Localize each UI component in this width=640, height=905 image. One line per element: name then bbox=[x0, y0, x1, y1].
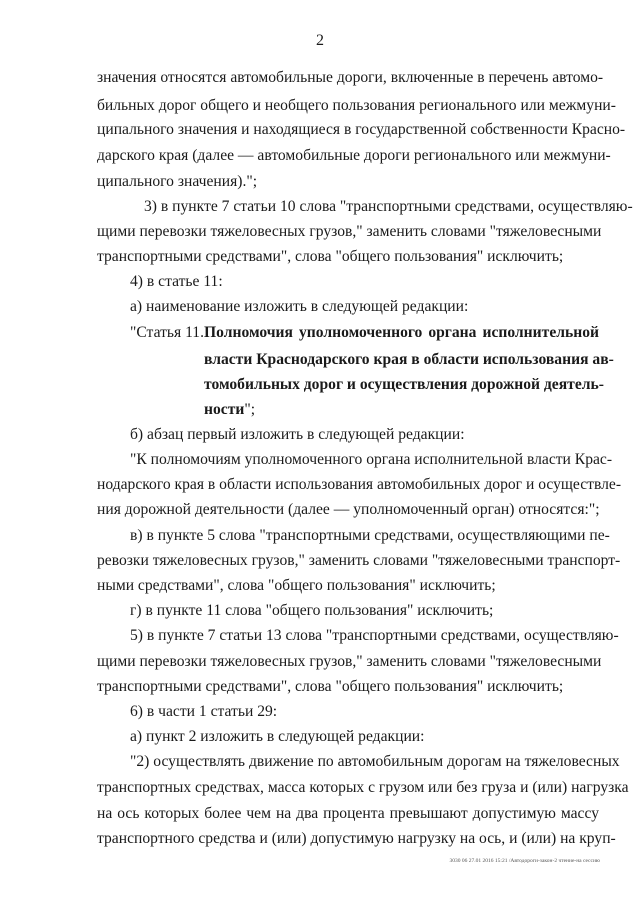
text-line: ципального значения)."; bbox=[97, 173, 258, 190]
text-line: ными средствами", слова "общего пользования" исключить; bbox=[97, 577, 496, 594]
text-line: "2) осуществлять движение по автомобильным дорогам на тяжеловесных bbox=[130, 753, 620, 770]
article-heading: власти Краснодарского края в области использования ав- bbox=[204, 351, 614, 368]
text-line: а) наименование изложить в следующей редакции: bbox=[130, 298, 469, 315]
article-heading: томобильных дорог и осуществления дорожной деятель- bbox=[204, 376, 604, 393]
text-line: б) абзац первый изложить в следующей редакции: bbox=[130, 426, 465, 443]
text-line: транспортного средства и (или) допустимую нагрузку на ось, и (или) на круп- bbox=[97, 830, 616, 847]
text-line: г) в пункте 11 слова "общего пользования" исключить; bbox=[130, 602, 494, 619]
page-number: 2 bbox=[316, 32, 324, 49]
text-line: 3) в пункте 7 статьи 10 слова "транспортными средствами, осуществляю- bbox=[144, 198, 633, 215]
text-line: "К полномочиям уполномоченного органа исполнительной власти Крас- bbox=[130, 451, 613, 468]
text-line: ния дорожной деятельности (далее — уполномоченный орган) относятся:"; bbox=[97, 501, 600, 518]
text-line: "; bbox=[244, 401, 256, 418]
text-line: 4) в статье 11: bbox=[130, 273, 223, 290]
text-line: транспортных средствах, масса которых с грузом или без груза и (или) нагрузка bbox=[97, 779, 629, 796]
article-label: "Статья 11. bbox=[130, 324, 204, 341]
footer-file-path: 3030 06 27.01 2016 15:21 /Автодороги-закон-2 чтение-на сессию bbox=[449, 858, 600, 864]
text-line: 5) в пункте 7 статьи 13 слова "транспортными средствами, осуществляю- bbox=[130, 627, 619, 644]
text-line: ципального значения и находящиеся в государственной собственности Красно- bbox=[97, 121, 626, 138]
text-line: ревозки тяжеловесных грузов," заменить словами "тяжеловесными транспорт- bbox=[97, 552, 621, 569]
article-heading: ности bbox=[204, 401, 245, 418]
text-line: на ось которых более чем на два процента превышают допустимую массу bbox=[97, 805, 599, 822]
text-line: щими перевозки тяжеловесных грузов," заменить словами "тяжеловесными bbox=[97, 653, 602, 670]
text-line: значения относятся автомобильные дороги, включенные в перечень автомо- bbox=[97, 69, 604, 86]
text-line: транспортными средствами", слова "общего пользования" исключить; bbox=[97, 248, 564, 265]
text-line: а) пункт 2 изложить в следующей редакции: bbox=[130, 728, 425, 745]
article-heading: Полномочия уполномоченного органа исполнительной bbox=[204, 324, 599, 341]
text-line: бильных дорог общего и необщего пользования регионального или межмуни- bbox=[97, 97, 616, 114]
text-line: нодарского края в области использования автомобильных дорог и осуществле- bbox=[97, 476, 622, 493]
text-line: в) в пункте 5 слова "транспортными средствами, осуществляющими пе- bbox=[130, 527, 610, 544]
text-line: дарского края (далее — автомобильные дороги регионального или межмуни- bbox=[97, 147, 611, 164]
article-heading-end bbox=[204, 400, 255, 420]
text-line: 6) в части 1 статьи 29: bbox=[130, 703, 278, 720]
text-line: транспортными средствами", слова "общего пользования" исключить; bbox=[97, 678, 564, 695]
text-line: щими перевозки тяжеловесных грузов," заменить словами "тяжеловесными bbox=[97, 223, 602, 240]
